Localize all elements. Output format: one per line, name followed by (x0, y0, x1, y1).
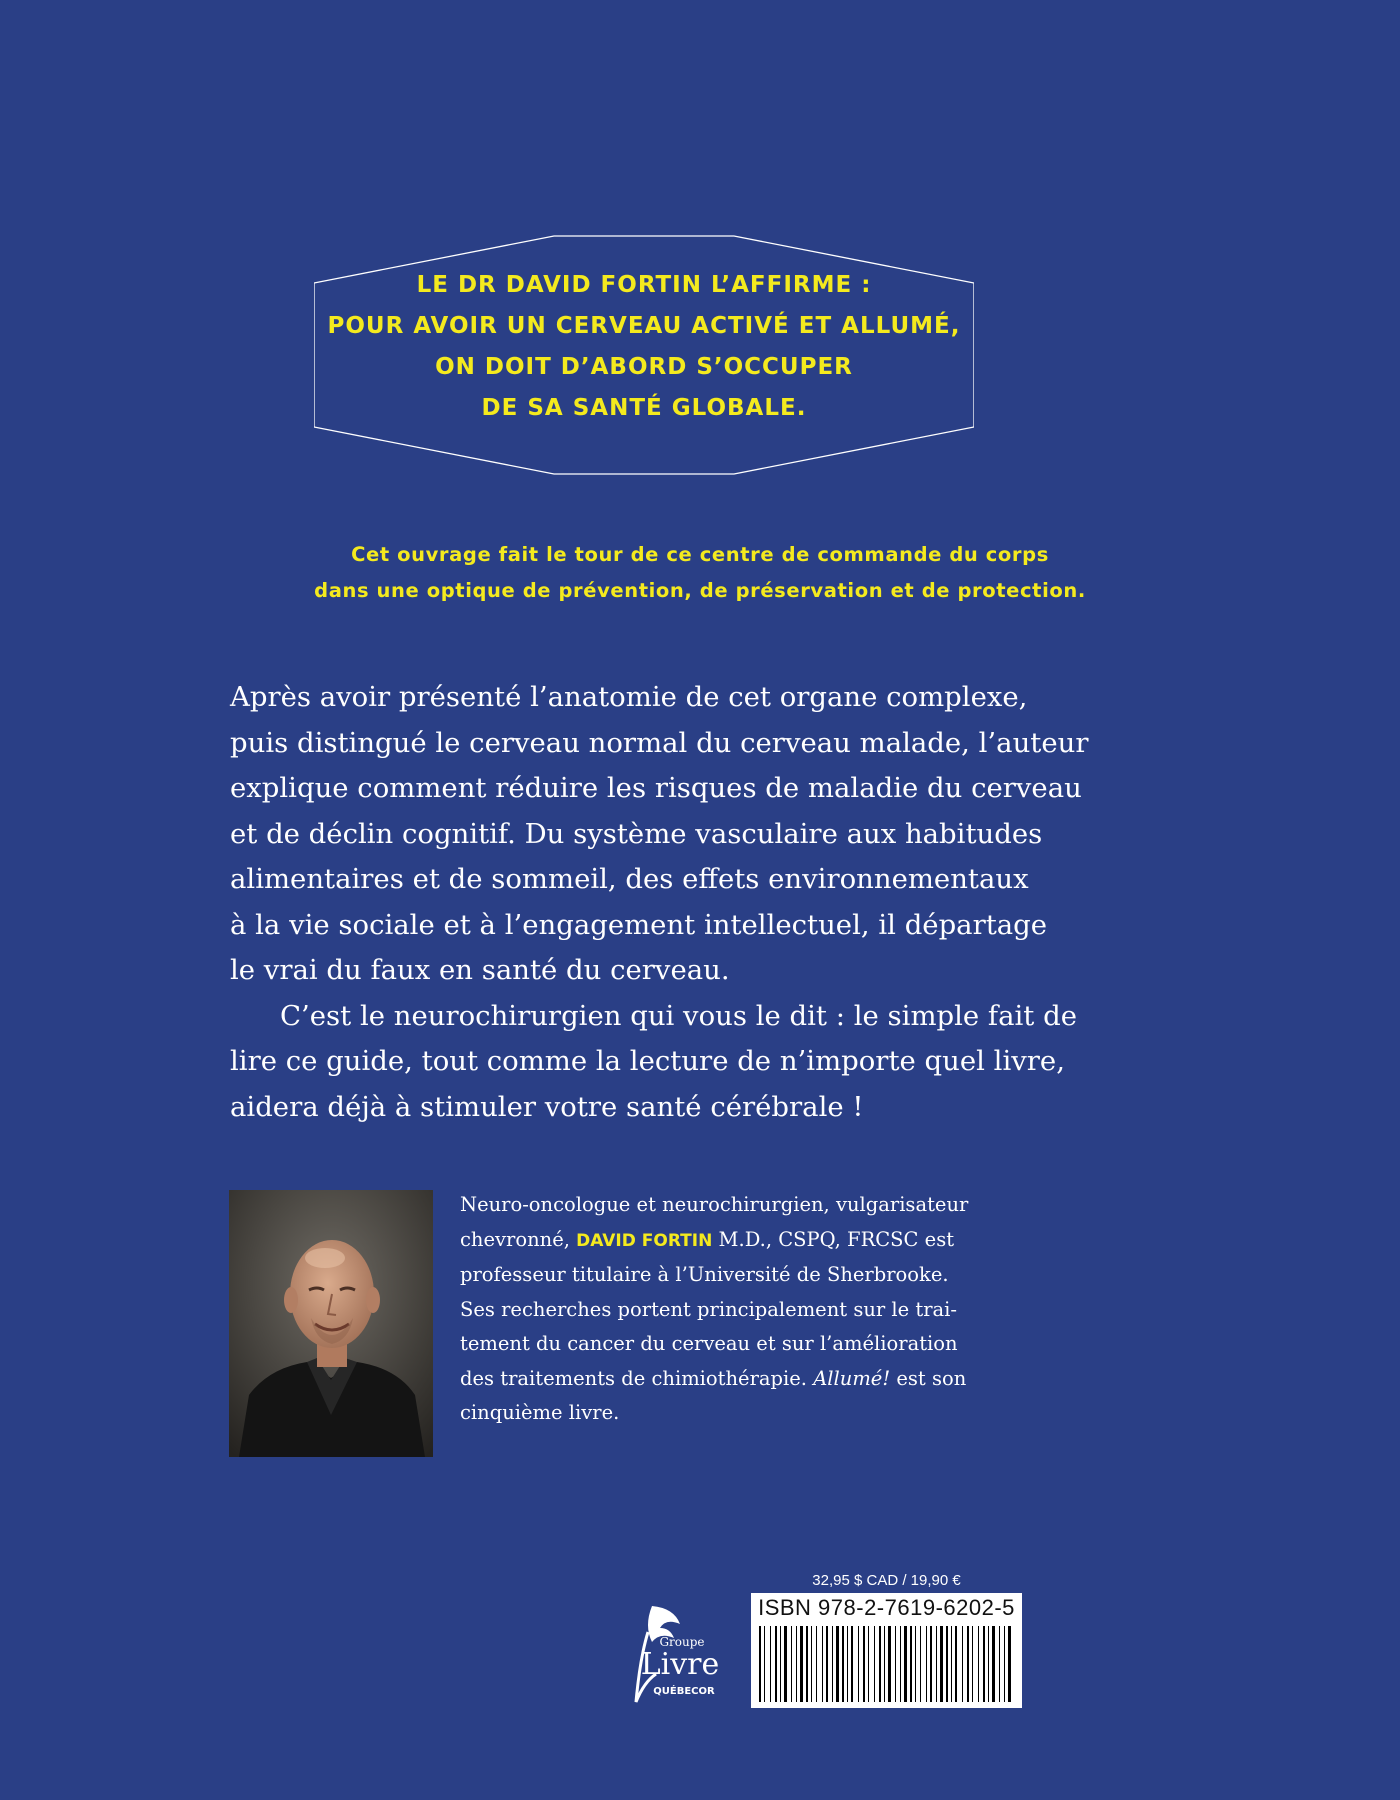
isbn-barcode (751, 1593, 1022, 1708)
barcode-bar (842, 1626, 844, 1702)
barcode-bar (764, 1626, 765, 1702)
barcode-bar (770, 1626, 771, 1702)
tagline-line: DE SA SANTÉ GLOBALE. (481, 395, 807, 421)
barcode-bar (1008, 1626, 1011, 1702)
bio-line (460, 1362, 1060, 1397)
bio-text: M.D., CSPQ, FRCSC est (712, 1227, 955, 1251)
barcode-bar (874, 1626, 875, 1702)
book-title: Allumé! (813, 1366, 891, 1390)
barcode-bar (847, 1626, 848, 1702)
description-line: à la vie sociale et à l’engagement intellectuel, il départage (230, 908, 1048, 941)
barcode-bar (832, 1626, 833, 1702)
barcode-bar (884, 1626, 885, 1702)
bio-text: est son (890, 1366, 967, 1390)
barcode-bar (992, 1626, 995, 1702)
barcode-bar (816, 1626, 817, 1702)
barcode-bar (811, 1626, 812, 1702)
description-line: le vrai du faux en santé du cerveau. (230, 954, 730, 986)
barcode-bar (780, 1626, 781, 1702)
bio-line: professeur titulaire à l’Université de Sherbrooke. (460, 1263, 949, 1286)
bio-line: Ses recherches portent principalement sur le trai- (460, 1297, 957, 1321)
barcode-bar (826, 1626, 828, 1702)
barcode-bar (999, 1626, 1000, 1702)
tagline-line: ON DOIT D’ABORD S’OCCUPER (435, 354, 853, 380)
barcode-bar (791, 1626, 792, 1702)
barcode-bar (978, 1626, 979, 1702)
barcode-bar (900, 1626, 901, 1702)
price: 32,95 $ CAD / 19,90 € (812, 1572, 961, 1589)
publisher-small: Groupe (659, 1635, 705, 1649)
barcode-bar (983, 1626, 985, 1702)
barcode-bar (851, 1626, 853, 1702)
barcode-bar (967, 1626, 969, 1702)
barcode-bar (955, 1626, 957, 1702)
publisher-sub: QUÉBECOR (653, 1686, 715, 1697)
barcode-bar (868, 1626, 869, 1702)
author-name: DAVID FORTIN (576, 1230, 713, 1251)
barcode-bar (988, 1626, 989, 1702)
barcode-bar (915, 1626, 916, 1702)
barcode-bar (946, 1626, 948, 1702)
barcode-bar (806, 1626, 808, 1702)
barcode-bar (836, 1626, 839, 1702)
publisher-logo (622, 1602, 742, 1712)
description-line: C’est le neurochirurgien qui vous le dit : le simple fait de (280, 999, 1077, 1032)
barcode-bar (972, 1626, 973, 1702)
barcode-bar (920, 1626, 921, 1702)
barcode-bar (863, 1626, 865, 1702)
barcode-bar (888, 1626, 891, 1702)
author-photo (229, 1190, 433, 1457)
barcode-bars (759, 1626, 1014, 1702)
author-bio (460, 1188, 1060, 1431)
description-line: explique comment réduire les risques de maladie du cerveau (230, 772, 1082, 804)
description-line: lire ce guide, tout comme la lecture de n’importe quel livre, (230, 1045, 1065, 1077)
barcode-bar (879, 1626, 881, 1702)
description-line: aidera déjà à stimuler votre santé cérébrale ! (230, 1090, 864, 1123)
barcode-bar (904, 1626, 907, 1702)
subtitle-line: Cet ouvrage fait le tour de ce centre de commande du corps (351, 543, 1049, 566)
barcode-bar (796, 1626, 797, 1702)
barcode-bar (940, 1626, 943, 1702)
barcode-bar (1004, 1626, 1005, 1702)
isbn-number: ISBN 978-2-7619-6202-5 (758, 1595, 1015, 1620)
barcode-bar (784, 1626, 787, 1702)
barcode-bar (759, 1626, 761, 1702)
bio-line: cinquième livre. (460, 1401, 620, 1424)
description-line: puis distingué le cerveau normal du cerveau malade, l’auteur (230, 726, 1089, 759)
bio-text: des traitements de chimiothérapie. (460, 1366, 814, 1390)
tagline (314, 265, 974, 429)
barcode-bar (858, 1626, 859, 1702)
barcode-bar (822, 1626, 823, 1702)
barcode-bar (895, 1626, 896, 1702)
barcode-bar (926, 1626, 927, 1702)
barcode-bar (910, 1626, 912, 1702)
tagline-frame (314, 235, 974, 475)
description (230, 675, 1190, 1130)
barcode-bar (936, 1626, 937, 1702)
barcode-bar (962, 1626, 963, 1702)
publisher-name: Livre (640, 1647, 720, 1682)
description-line: alimentaires et de sommeil, des effets environnementaux (230, 863, 1029, 895)
barcode-bar (775, 1626, 777, 1702)
description-line: et de déclin cognitif. Du système vasculaire aux habitudes (230, 817, 1043, 850)
tagline-line: LE DR DAVID FORTIN L’AFFIRME : (416, 272, 872, 298)
bio-line: tement du cancer du cerveau et sur l’amélioration (460, 1332, 958, 1355)
tagline-line: POUR AVOIR UN CERVEAU ACTIVÉ ET ALLUMÉ, (327, 313, 961, 339)
barcode-bar (951, 1626, 952, 1702)
subtitle (150, 537, 1250, 609)
subtitle-line: dans une optique de prévention, de préservation et de protection. (314, 579, 1086, 602)
bio-line (460, 1223, 1060, 1259)
barcode-bar (800, 1626, 803, 1702)
bio-line: Neuro-oncologue et neurochirurgien, vulgarisateur (460, 1193, 969, 1216)
bio-text: chevronné, (460, 1227, 577, 1251)
description-line: Après avoir présenté l’anatomie de cet organe complexe, (230, 681, 1028, 713)
barcode-bar (930, 1626, 932, 1702)
